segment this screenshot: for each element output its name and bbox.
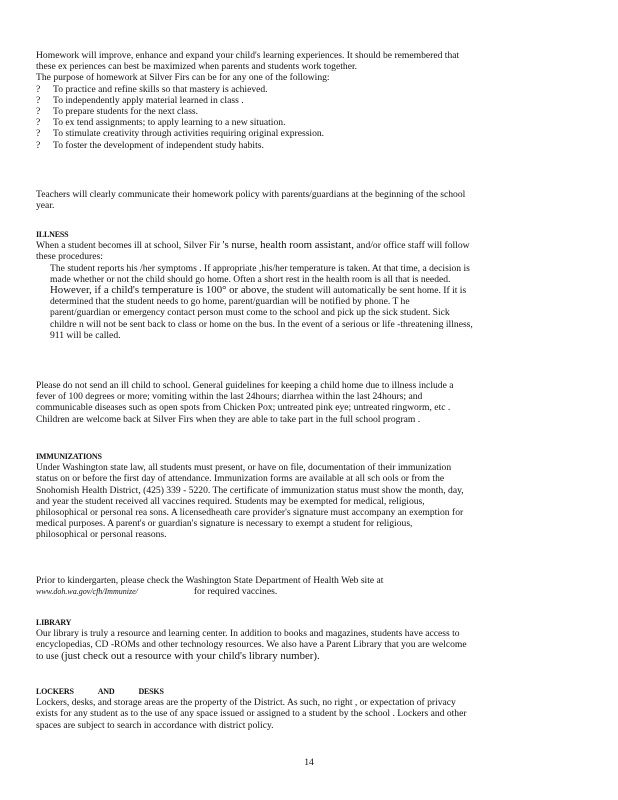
paragraph-line: Lockers, desks, and storage areas are the property of the District. As such, no right , or expectation of privacy bbox=[36, 697, 456, 709]
heading-word: DESKS bbox=[138, 687, 164, 696]
section-heading: IMMUNIZATIONS bbox=[36, 452, 102, 461]
paragraph-line: Under Washington state law, all students must present, or have on file, documentation of their immunization bbox=[36, 462, 452, 474]
homework-bullet bbox=[36, 128, 576, 139]
homework-line: The purpose of homework at Silver Firs can be for any one of the following: bbox=[36, 72, 330, 84]
bullet-text: To foster the development of independent study habits. bbox=[53, 139, 264, 151]
procedure-line: childre n will not be sent back to class or home on the bus. In the event of a serious or life -threatening illness, bbox=[50, 318, 473, 330]
teachers-paragraph bbox=[36, 189, 576, 211]
paragraph-line: fever of 100 degrees or more; vomiting within the last 24hours; diarrhea within the last 24hours; and bbox=[36, 391, 423, 403]
paragraph-line: medical purposes. A parent's or guardian's signature is necessary to exempt a student for religious, bbox=[36, 518, 413, 530]
bullet-text: To stimulate creativity through activities requiring original expression. bbox=[53, 128, 325, 140]
homework-line: these ex periences can best be maximized when parents and students work together. bbox=[36, 61, 358, 73]
text-run: When a student becomes ill at school, Silver Fir bbox=[36, 240, 223, 252]
kindergarten-paragraph bbox=[36, 575, 576, 597]
paragraph-line: encyclopedias, CD -ROMs and other technology resources. We also have a Parent Library that you are welcome bbox=[36, 639, 467, 651]
paragraph-line: Snohomish Health District, (425) 339 - 5220. The certificate of immunization status must show the month, day, bbox=[36, 484, 464, 496]
page-number: 14 bbox=[304, 757, 314, 768]
text-run: However, if a child's temperature is 100° or above, bbox=[50, 283, 270, 296]
homework-bullet bbox=[36, 95, 576, 106]
paragraph-line: spaces are subject to search in accordance with district policy. bbox=[36, 719, 274, 731]
homework-bullet bbox=[36, 106, 576, 117]
procedure-line: The student reports his /her symptoms . If appropriate ,his/her temperature is taken. At that time, a decision is bbox=[50, 262, 470, 274]
text-run: the student will automatically be sent home. If it is bbox=[269, 284, 467, 296]
paragraph-line: philosophical or personal reasons. bbox=[36, 529, 167, 541]
procedures-block bbox=[36, 263, 576, 341]
procedure-line: 911 will be called. bbox=[50, 329, 121, 341]
illness-intro-line bbox=[36, 240, 576, 251]
text-run: 's nurse, health room assistant, bbox=[222, 239, 355, 252]
paragraph-line: Our library is truly a resource and learning center. In addition to books and magazines, students have access to bbox=[36, 628, 460, 640]
paragraph-line bbox=[36, 651, 576, 662]
paragraph-line: year. bbox=[36, 200, 55, 212]
paragraph-line: and year the student received all vaccines required. Students may be exempted for medical, religious, bbox=[36, 495, 425, 507]
homework-bullet bbox=[36, 117, 576, 128]
paragraph-line: Prior to kindergarten, please check the Washington State Department of Health Web site at bbox=[36, 575, 384, 586]
lockers-section bbox=[36, 686, 576, 731]
section-heading: ILLNESS bbox=[36, 230, 69, 239]
bullet-text: To independently apply material learned in class . bbox=[53, 94, 244, 106]
procedure-line bbox=[50, 285, 576, 296]
homework-bullet bbox=[36, 140, 576, 151]
paragraph-line: Children are welcome back at Silver Firs when they are able to take part in the full school program . bbox=[36, 413, 421, 425]
bullet-mark: ? bbox=[36, 117, 41, 129]
section-heading bbox=[36, 686, 576, 697]
bullet-text: To practice and refine skills so that mastery is achieved. bbox=[53, 83, 268, 95]
bullet-mark: ? bbox=[36, 83, 41, 95]
procedure-line: determined that the student needs to go home, parent/guardian will be notified by phone. T he bbox=[50, 296, 410, 308]
paragraph-line: communicable diseases such as open spots from Chicken Pox; untreated pink eye; untreated ringworm, etc . bbox=[36, 402, 451, 414]
bullet-mark: ? bbox=[36, 105, 41, 117]
text-run: and/or office staff will follow bbox=[354, 240, 470, 252]
bullet-mark: ? bbox=[36, 94, 41, 106]
bullet-text: To prepare students for the next class. bbox=[53, 105, 199, 117]
bullet-mark: ? bbox=[36, 139, 41, 151]
procedure-line: parent/guardian or emergency contact person must come to the school and pick up the sick student. Sick bbox=[50, 307, 450, 319]
heading-word: LOCKERS bbox=[36, 687, 74, 696]
text-run: (just check out a resource with your child's library number). bbox=[61, 649, 320, 662]
illness-intro-line: these procedures: bbox=[36, 251, 103, 263]
section-heading: LIBRARY bbox=[36, 618, 72, 627]
paragraph-line: exists for any student as to the use of any space issued or assigned to a student by the school . Lockers and other bbox=[36, 708, 467, 720]
homework-bullet bbox=[36, 84, 576, 95]
illness-section bbox=[36, 229, 576, 341]
health-website-link[interactable]: www.doh.wa.gov/cfh/Immunize/ bbox=[36, 587, 138, 597]
immunizations-section bbox=[36, 451, 576, 541]
procedure-line: made whether or not the child should go home. Often a short rest in the health room is all that is needed. bbox=[50, 273, 451, 285]
text-run: to use bbox=[36, 650, 62, 662]
paragraph-line: Teachers will clearly communicate their homework policy with parents/guardians at the beginning of the school bbox=[36, 189, 466, 200]
homework-section bbox=[36, 50, 576, 151]
bullet-text: To ex tend assignments; to apply learning to a new situation. bbox=[53, 117, 286, 129]
paragraph-line: philosophical or personal rea sons. A licensedheath care provider's signature must accompany an exemption for bbox=[36, 506, 464, 518]
heading-word: AND bbox=[97, 687, 115, 696]
library-section bbox=[36, 617, 576, 662]
homework-line: Homework will improve, enhance and expand your child's learning experiences. It should be remembered that bbox=[36, 50, 460, 61]
paragraph-line: status on or before the first day of attendance. Immunization forms are available at all sch ools or from the bbox=[36, 473, 445, 485]
bullet-mark: ? bbox=[36, 128, 41, 140]
guidelines-paragraph bbox=[36, 380, 576, 425]
paragraph-line: Please do not send an ill child to school. General guidelines for keeping a child home due to illness include a bbox=[36, 380, 454, 391]
paragraph-line bbox=[36, 586, 576, 597]
text-run: for required vaccines. bbox=[193, 586, 278, 598]
